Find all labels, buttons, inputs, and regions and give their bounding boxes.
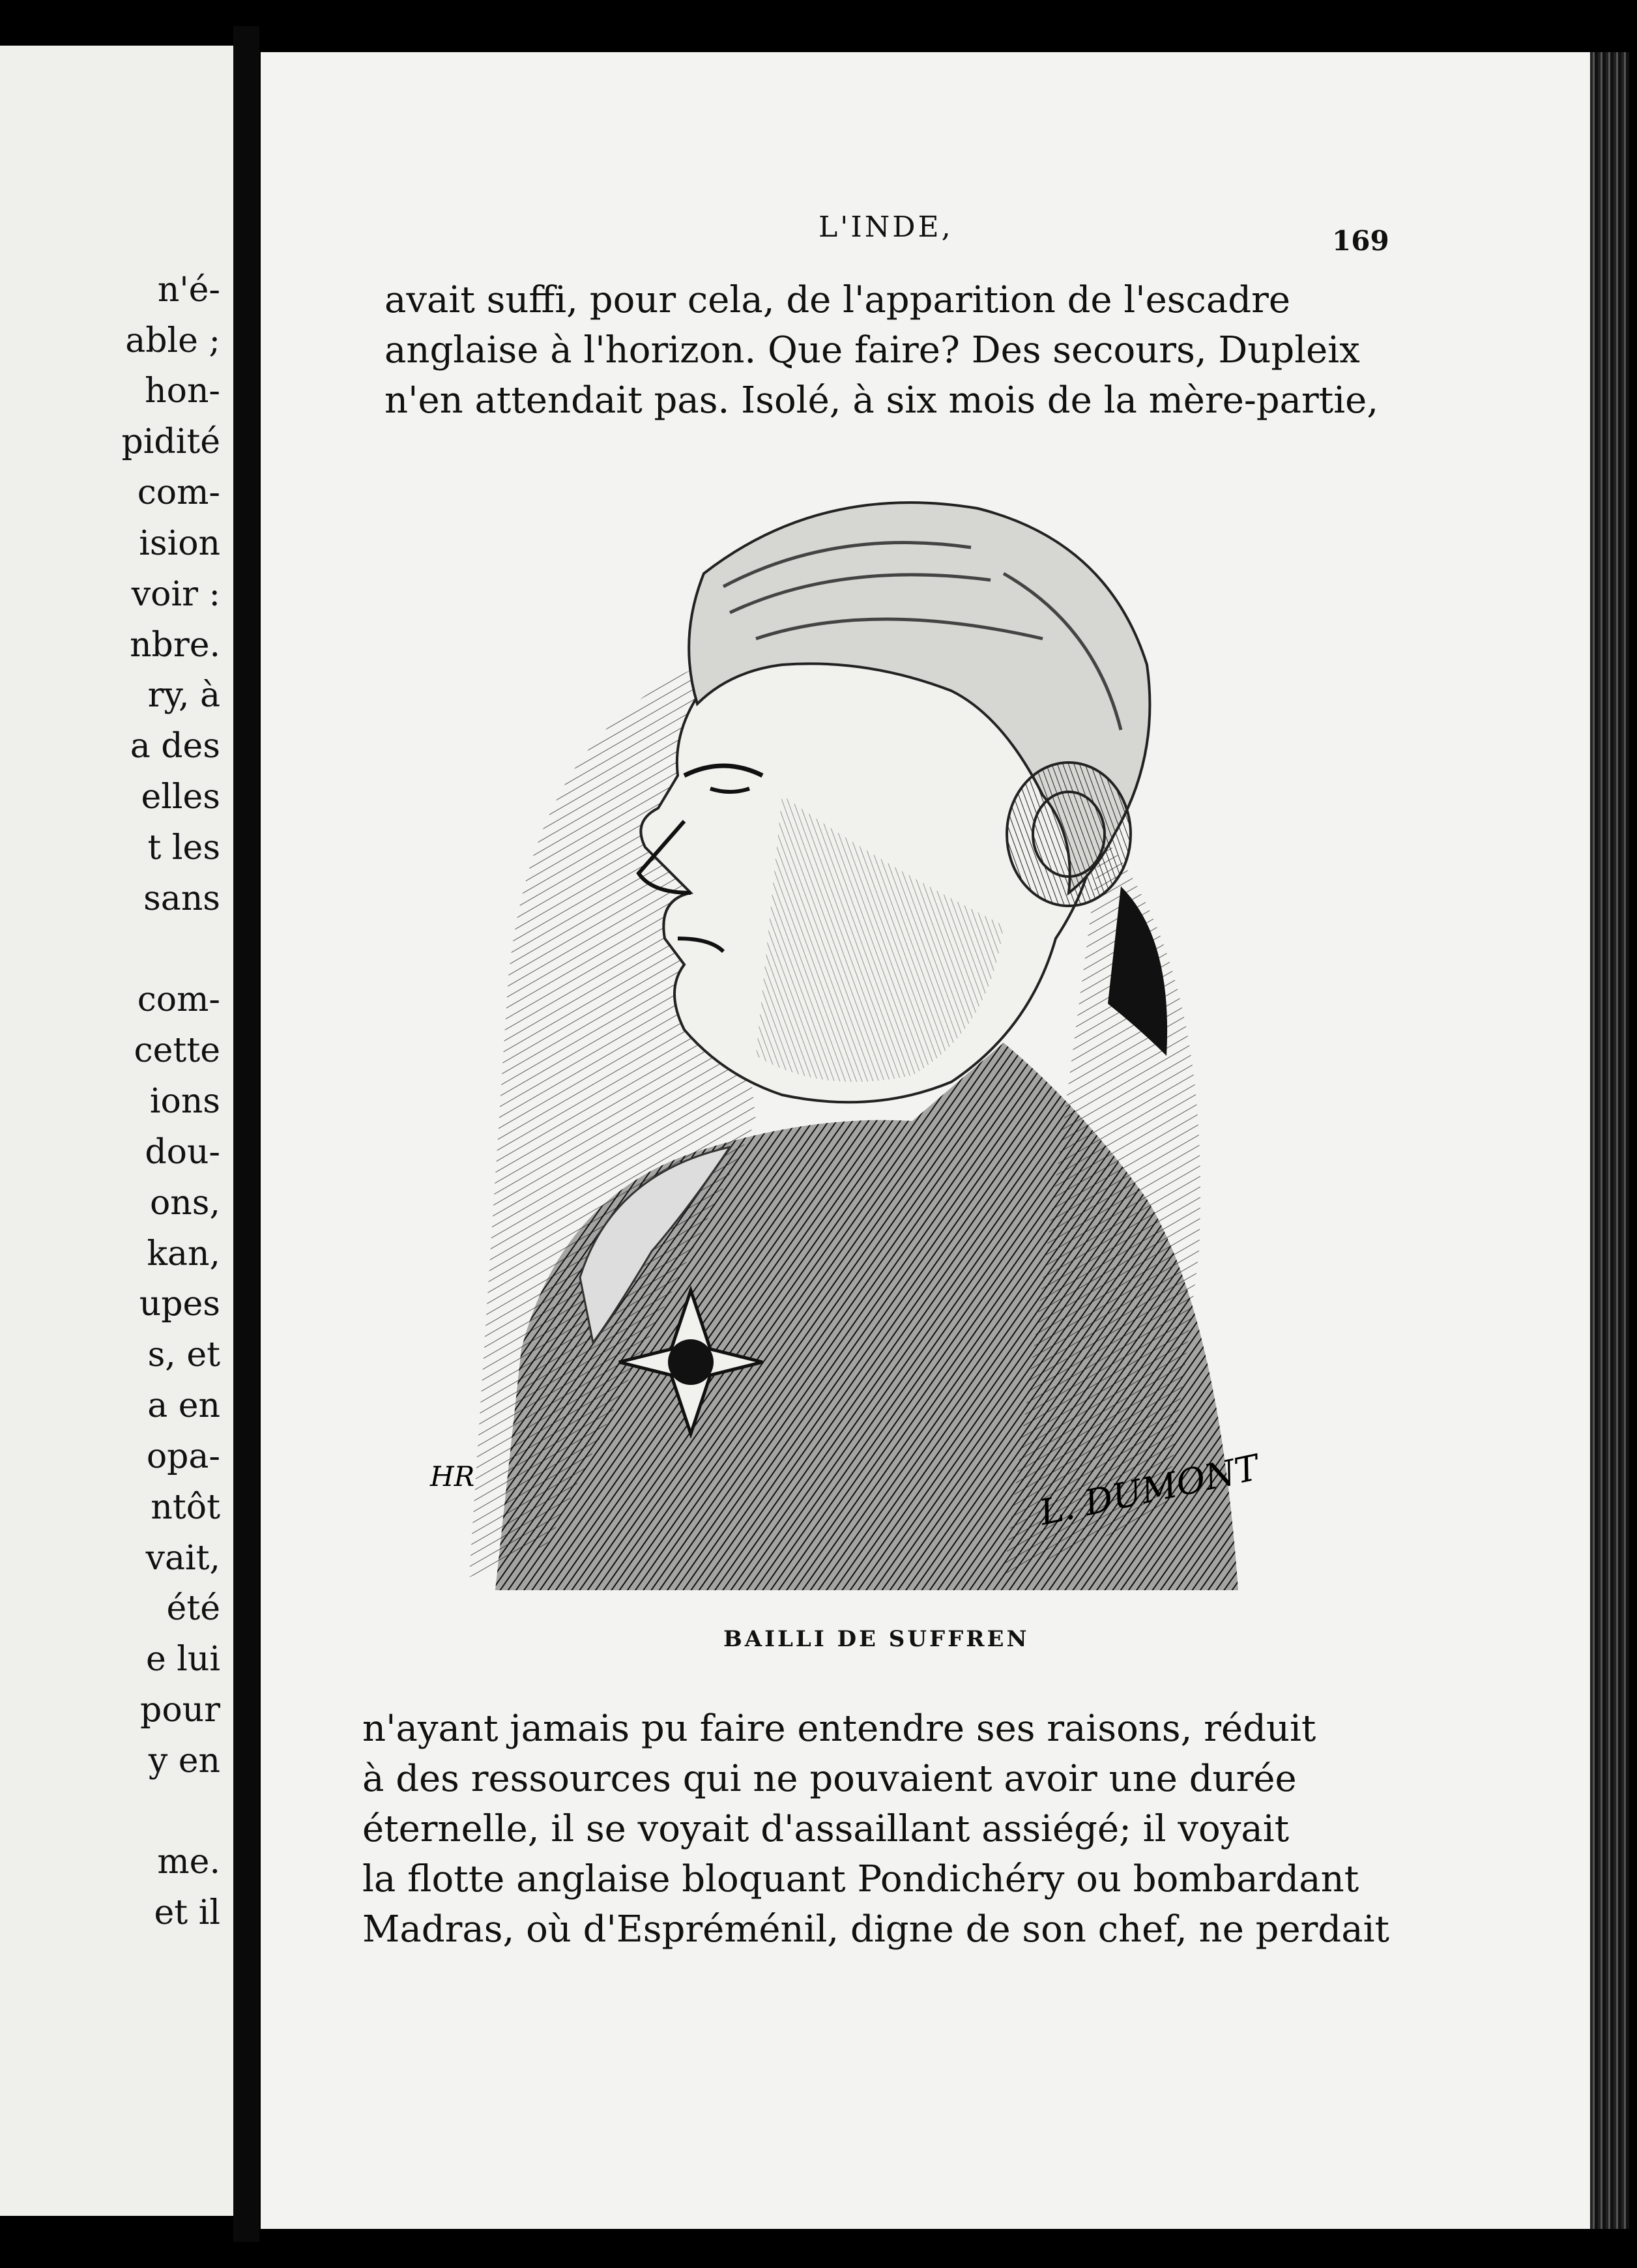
left-line: sans [143, 879, 220, 918]
body-line: Madras, où d'Espréménil, digne de son chef, ne perdait [362, 1908, 1390, 1951]
left-line: ntôt [151, 1488, 220, 1527]
left-line: t les [147, 828, 220, 867]
left-line: ry, à [147, 676, 220, 715]
body-line: éternelle, il se voyait d'assaillant assiégé; il voyait [362, 1808, 1290, 1850]
left-line: a des [130, 727, 220, 766]
page-edge [1590, 52, 1629, 2229]
left-line: me. [157, 1842, 220, 1882]
body-line: la flotte anglaise bloquant Pondichéry ou bombardant [362, 1858, 1359, 1900]
body-line: anglaise à l'horizon. Que faire? Des secours, Dupleix [384, 329, 1360, 371]
figure-caption: BAILLI DE SUFFREN [723, 1626, 1030, 1652]
left-line: upes [139, 1285, 220, 1324]
left-line: kan, [147, 1234, 220, 1273]
left-line: n'é- [157, 270, 220, 310]
left-line: opa- [146, 1437, 220, 1476]
left-line: pour [140, 1691, 220, 1730]
left-line: voir : [131, 575, 220, 614]
left-page-fragment [0, 46, 233, 2216]
left-line: hon- [145, 371, 220, 411]
left-line: dou- [145, 1133, 220, 1172]
left-line: ons, [149, 1184, 220, 1223]
left-line: elles [141, 778, 220, 817]
left-line: com- [137, 980, 220, 1019]
portrait-engraving [417, 469, 1284, 1590]
engraver-mark: HR [430, 1461, 475, 1492]
left-line: ions [149, 1082, 220, 1121]
left-line: e lui [145, 1640, 220, 1679]
body-line: n'en attendait pas. Isolé, à six mois de la mère-partie, [384, 379, 1379, 422]
left-line: vait, [145, 1539, 220, 1578]
left-line: nbre. [130, 626, 220, 665]
body-line: avait suffi, pour cela, de l'apparition de l'escadre [384, 279, 1291, 321]
left-line: pidité [121, 422, 220, 461]
left-line: ision [139, 524, 220, 563]
left-line: y en [148, 1741, 220, 1781]
book-gutter [233, 26, 259, 2242]
left-line: com- [137, 473, 220, 512]
left-line: et il [154, 1893, 220, 1932]
left-line: a en [147, 1386, 220, 1425]
running-title: L'INDE, [818, 211, 953, 244]
signature: L. DUMONT [1036, 1447, 1263, 1534]
left-line: s, et [147, 1335, 220, 1374]
left-line: able ; [125, 321, 220, 360]
left-line: été [166, 1589, 220, 1628]
page-number: 169 [1332, 225, 1389, 257]
left-line: cette [134, 1031, 220, 1070]
body-line: n'ayant jamais pu faire entendre ses raisons, réduit [362, 1708, 1316, 1750]
body-line: à des ressources qui ne pouvaient avoir une durée [362, 1758, 1297, 1800]
